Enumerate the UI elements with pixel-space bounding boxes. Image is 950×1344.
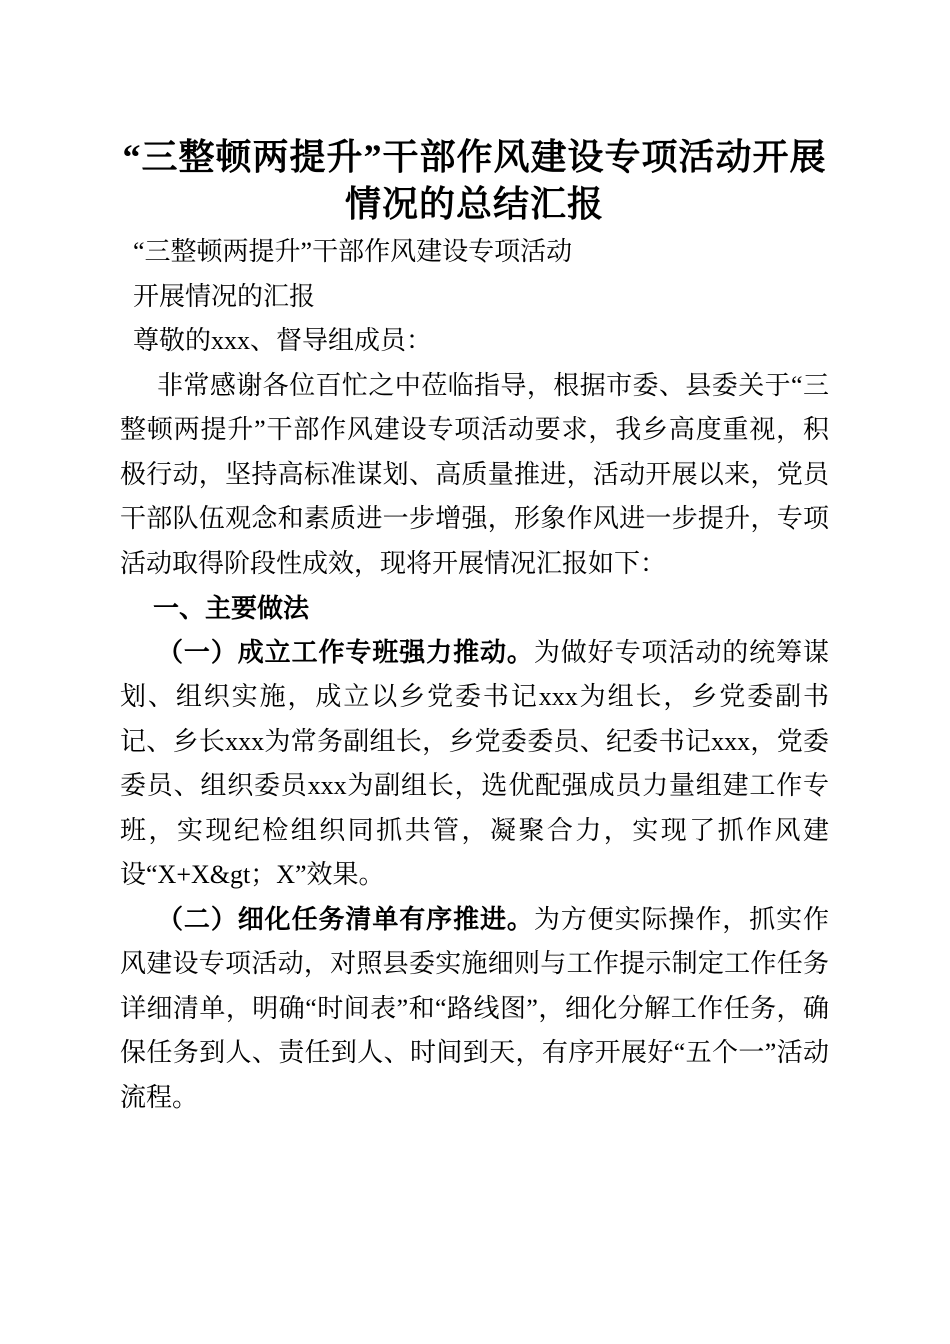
document-title bbox=[120, 134, 829, 228]
item-2-text: 为方便实际操作，抓实作风建设专项活动，对照县委实施细则与工作提示制定工作任务详细清单，明确“时间表”和“路线图”，细化分解工作任务，确保任务到人、责任到人、时间到天，有序开展好“五个一”活动流程。 bbox=[120, 904, 829, 1112]
document-title-line-2: 情况的总结汇报 bbox=[344, 184, 604, 224]
subtitle-line-1: “三整顿两提升”干部作风建设专项活动 bbox=[133, 237, 573, 266]
item-1-lead: （一）成立工作专班强力推动。 bbox=[157, 637, 534, 667]
section-1-heading: 一、主要做法 bbox=[153, 593, 310, 623]
document-title-line-1: “三整顿两提升”干部作风建设专项活动开展 bbox=[122, 137, 827, 177]
subtitle-line-2: 开展情况的汇报 bbox=[133, 281, 316, 311]
item-1-text: 为做好专项活动的统筹谋划、组织实施，成立以乡党委书记xxx为组长，乡党委副书记、乡长xxx为常务副组长，乡党委委员、纪委书记xxx，党委委员、组织委员xxx为副组长，选优配强成员力量组建工作专班，实现纪检组织同抓共管，凝聚合力，实现了抓作风建设“X+X&gt；X”效果。 bbox=[120, 637, 829, 889]
item-1-paragraph bbox=[120, 631, 829, 898]
intro-paragraph: 非常感谢各位百忙之中莅临指导，根据市委、县委关于“三整顿两提升”干部作风建设专项活动要求，我乡高度重视，积极行动，坚持高标准谋划、高质量推进，活动开展以来，党员干部队伍观念和素质进一步增强，形象作风进一步提升，专项活动取得阶段性成效，现将开展情况汇报如下： bbox=[120, 370, 829, 578]
item-2-lead: （二）细化任务清单有序推进。 bbox=[157, 904, 534, 934]
item-2-paragraph bbox=[120, 898, 829, 1121]
salutation: 尊敬的xxx、督导组成员： bbox=[133, 326, 433, 355]
